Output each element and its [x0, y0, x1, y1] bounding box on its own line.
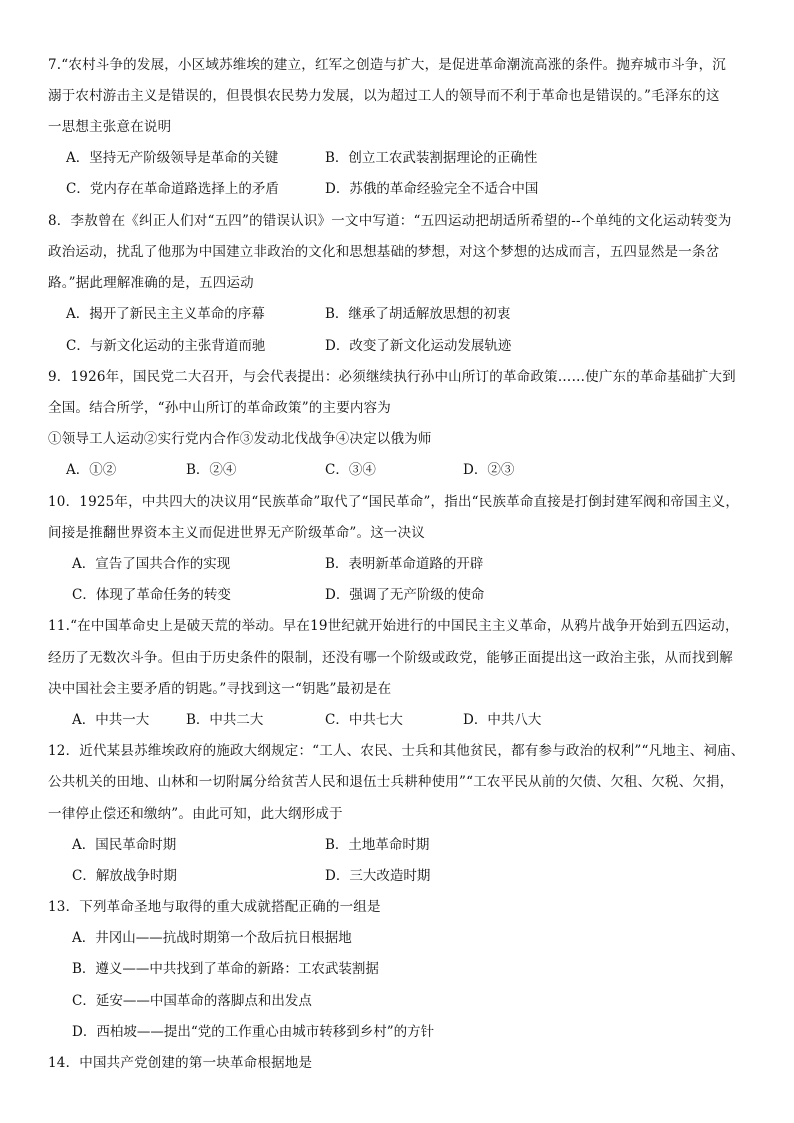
question-13-option-c: C．延安——中国革命的落脚点和出发点: [72, 993, 312, 1009]
question-7-option-d: D．苏俄的革命经验完全不适合中国: [325, 181, 539, 197]
question-12-stem-line-3: 一律停止偿还和缴纳”。由此可知，此大纲形成于: [48, 806, 343, 822]
question-12-stem-line-1: 12．近代某县苏维埃政府的施政大纲规定：“工人、农民、士兵和其他贫民，都有参与政治的权利”“凡地主、祠庙、: [48, 743, 745, 759]
question-7-option-a: A．坚持无产阶级领导是革命的关键: [66, 150, 279, 166]
question-9-option-d: D．②③: [463, 462, 515, 478]
question-11-stem-line-1: 11.“在中国革命史上是破天荒的举动。早在19世纪就开始进行的中国民主主义革命，从鸦片战争开始到五四运动，: [48, 618, 739, 634]
question-7-stem-line-1: 7.“农村斗争的发展，小区域苏维埃的建立，红军之创造与扩大，是促进革命潮流高涨的条件。抛弃城市斗争，沉: [48, 57, 726, 73]
question-12-stem-line-2: 公共机关的田地、山林和一切附属分给贫苦人民和退伍士兵耕种使用”“工农平民从前的欠债、欠租、欠税、欠捐，: [48, 774, 734, 790]
question-9-option-b: B．②④: [186, 462, 237, 478]
question-8-stem-line-1: 8．李敖曾在《纠正人们对“五四”的错误认识》一文中写道：“五四运动把胡适所希望的--个单纯的文化运动转变为: [48, 213, 732, 229]
question-12-option-a: A．国民革命时期: [72, 837, 177, 853]
question-11-stem-line-2: 经历了无数次斗争。但由于历史条件的限制，还没有哪一个阶级或政党，能够正面提出这一政治主张，从而找到解: [48, 650, 733, 666]
question-8-stem-line-3: 路。”据此理解准确的是，五四运动: [48, 275, 254, 291]
question-7-option-b: B．创立工农武装割据理论的正确性: [325, 150, 538, 166]
question-12-option-d: D．三大改造时期: [325, 868, 431, 884]
question-13-option-d: D．西柏坡——提出“党的工作重心由城市转移到乡村”的方针: [72, 1024, 435, 1040]
question-9-statements: ①领导工人运动②实行党内合作③发动北伐战争④决定以俄为师: [48, 431, 432, 447]
question-10-option-c: C．体现了革命任务的转变: [72, 587, 231, 603]
question-13-option-a: A．井冈山——抗战时期第一个敌后抗日根据地: [72, 930, 352, 946]
question-14-stem: 14．中国共产党创建的第一块革命根据地是: [48, 1055, 313, 1071]
question-8-option-b: B．继承了胡适解放思想的初衷: [325, 306, 511, 322]
question-7-stem-line-2: 溺于农村游击主义是错误的，但畏惧农民势力发展，以为超过工人的领导而不利于革命也是错误的。”毛泽东的这: [48, 88, 720, 104]
question-12-option-c: C．解放战争时期: [72, 868, 177, 884]
question-10-option-d: D．强调了无产阶级的使命: [325, 587, 485, 603]
question-8-option-c: C．与新文化运动的主张背道而驰: [66, 338, 266, 354]
question-10-stem-line-2: 间接是推翻世界资本主义而促进世界无产阶级革命”。这一决议: [48, 525, 426, 541]
question-13-option-b: B．遵义——中共找到了革命的新路：工农武装割据: [72, 961, 379, 977]
question-11-option-c: C．中共七大: [325, 712, 403, 728]
question-8-option-d: D．改变了新文化运动发展轨迹: [325, 338, 512, 354]
question-11-option-a: A．中共一大: [72, 712, 150, 728]
question-9-option-c: C．③④: [325, 462, 376, 478]
question-10-option-b: B．表明新革命道路的开辟: [325, 556, 484, 572]
question-9-stem-line-2: 全国。结合所学，“孙中山所订的革命政策”的主要内容为: [48, 400, 392, 416]
question-8-option-a: A．揭开了新民主主义革命的序幕: [66, 306, 265, 322]
question-11-option-b: B．中共二大: [186, 712, 264, 728]
question-12-option-b: B．土地革命时期: [325, 837, 430, 853]
question-13-stem: 13．下列革命圣地与取得的重大成就搭配正确的一组是: [48, 899, 381, 915]
question-11-stem-line-3: 决中国社会主要矛盾的钥匙。”寻找到这一“钥匙”最初是在: [48, 681, 392, 697]
question-11-option-d: D．中共八大: [463, 712, 542, 728]
question-8-stem-line-2: 政治运动，扰乱了他那为中国建立非政治的文化和思想基础的梦想，对这个梦想的达成而言，五四显然是一条岔: [48, 244, 720, 260]
question-7-stem-line-3: 一思想主张意在说明: [48, 119, 172, 135]
question-10-option-a: A．宣告了国共合作的实现: [72, 556, 231, 572]
question-9-stem-line-1: 9．1926年，国民党二大召开，与会代表提出：必须继续执行孙中山所订的革命政策……使广东的革命基础扩大到: [48, 369, 736, 385]
question-9-option-a: A．①②: [66, 462, 117, 478]
question-7-option-c: C．党内存在革命道路选择上的矛盾: [66, 181, 279, 197]
question-10-stem-line-1: 10．1925年，中共四大的决议用“民族革命”取代了“国民革命”，指出“民族革命直接是打倒封建军阀和帝国主义，: [48, 494, 740, 510]
